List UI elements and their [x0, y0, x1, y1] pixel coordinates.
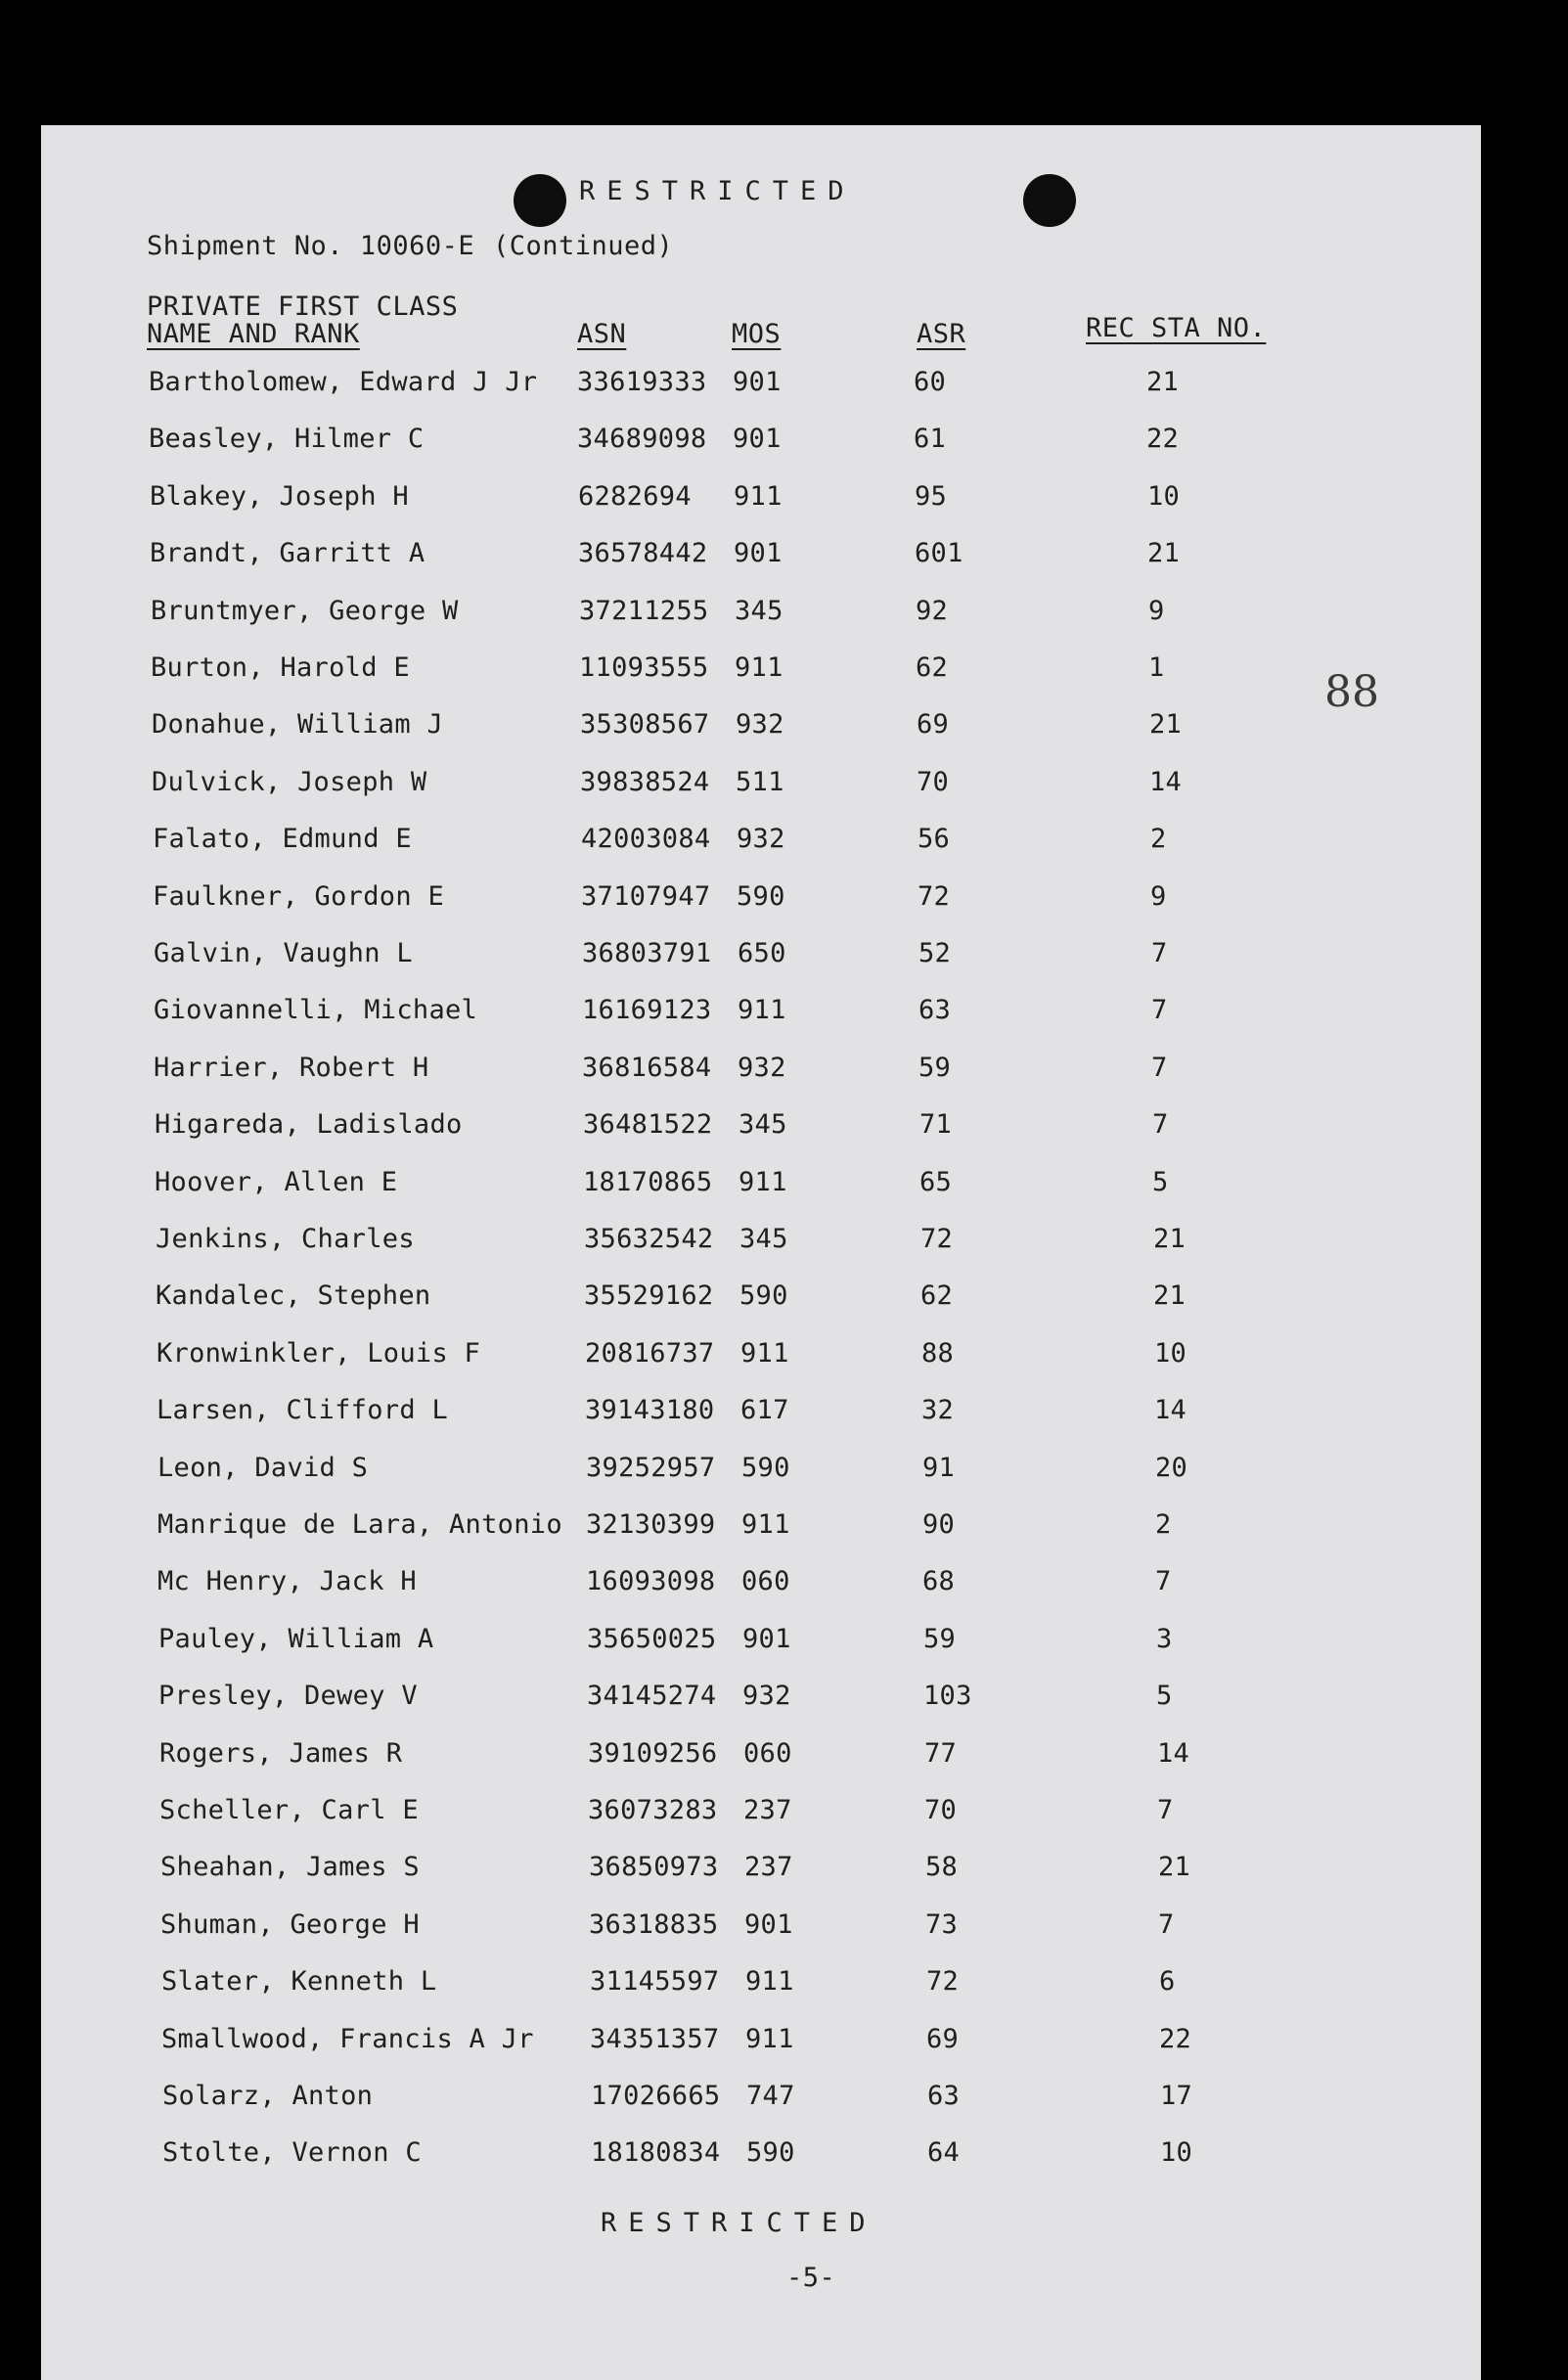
cell-name: Donahue, William J	[152, 709, 443, 741]
cell-name: Hoover, Allen E	[155, 1166, 398, 1197]
table-row	[41, 596, 1481, 633]
table-row	[41, 538, 1481, 575]
cell-asn: 35308567	[580, 709, 710, 741]
cell-asr: 72	[920, 1224, 954, 1254]
cell-rec: 10	[1147, 480, 1181, 512]
table-row	[41, 1167, 1481, 1204]
cell-mos: 747	[746, 2081, 795, 2111]
cell-asn: 36850973	[589, 1852, 719, 1883]
cell-mos: 932	[736, 709, 784, 741]
cell-rec: 1	[1148, 652, 1165, 683]
cell-asr: 77	[924, 1737, 958, 1769]
cell-name: Kronwinkler, Louis F	[157, 1337, 481, 1369]
cell-name: Blakey, Joseph H	[150, 480, 409, 512]
cell-asn: 35632542	[584, 1224, 714, 1254]
cell-mos: 901	[744, 1908, 793, 1940]
table-row	[41, 1224, 1481, 1261]
cell-name: Leon, David S	[157, 1452, 369, 1483]
table-row	[41, 938, 1481, 975]
table-row	[41, 995, 1481, 1032]
cell-asr: 69	[926, 2023, 960, 2054]
table-row	[41, 481, 1481, 518]
cell-asn: 36481522	[583, 1109, 713, 1141]
cell-mos: 901	[733, 367, 782, 397]
column-header-mos: MOS	[732, 319, 782, 349]
cell-mos: 617	[740, 1395, 789, 1426]
cell-rec: 7	[1157, 1795, 1174, 1825]
cell-name: Slater, Kenneth L	[161, 1966, 437, 1998]
table-row	[41, 1509, 1481, 1547]
table-row	[41, 1395, 1481, 1432]
cell-rec: 14	[1157, 1737, 1190, 1769]
cell-mos: 932	[742, 1681, 791, 1712]
cell-asn: 6282694	[578, 480, 692, 512]
column-header-name: NAME AND RANK	[147, 319, 360, 349]
cell-asr: 61	[914, 424, 947, 455]
cell-asn: 16093098	[586, 1566, 716, 1597]
shipment-line: Shipment No. 10060-E	[147, 231, 475, 261]
column-header-asr: ASR	[917, 319, 966, 349]
cell-asr: 88	[921, 1337, 955, 1369]
table-row	[41, 2137, 1481, 2175]
cell-asr: 62	[920, 1280, 954, 1312]
cell-rec: 10	[1160, 2137, 1193, 2169]
cell-mos: 932	[737, 824, 785, 855]
cell-mos: 590	[741, 1452, 790, 1483]
cell-name: Bruntmyer, George W	[151, 595, 459, 626]
cell-name: Presley, Dewey V	[158, 1681, 418, 1712]
cell-asn: 36073283	[588, 1795, 718, 1825]
cell-mos: 911	[735, 652, 784, 683]
cell-name: Brandt, Garritt A	[150, 538, 426, 569]
cell-mos: 650	[738, 938, 786, 968]
table-row	[41, 652, 1481, 690]
column-header-rec-sta: REC STA NO.	[1086, 313, 1267, 343]
section-title: PRIVATE FIRST CLASS	[147, 292, 459, 322]
cell-asn: 18180834	[591, 2137, 721, 2169]
cell-mos: 901	[734, 538, 783, 569]
cell-asr: 60	[914, 367, 947, 397]
cell-asr: 91	[922, 1452, 956, 1483]
cell-mos: 901	[733, 424, 782, 455]
cell-asn: 39109256	[588, 1737, 718, 1769]
table-row	[41, 1681, 1481, 1718]
cell-mos: 345	[739, 1109, 787, 1141]
cell-rec: 7	[1158, 1908, 1175, 1940]
cell-mos: 511	[736, 766, 784, 797]
cell-rec: 14	[1154, 1395, 1187, 1426]
table-row	[41, 1909, 1481, 1947]
cell-asr: 62	[916, 652, 949, 683]
continued-label: (Continued)	[493, 231, 674, 261]
table-row	[41, 1966, 1481, 2003]
cell-mos: 060	[743, 1737, 792, 1769]
cell-rec: 2	[1150, 824, 1167, 855]
table-row	[41, 1795, 1481, 1832]
cell-rec: 21	[1158, 1852, 1191, 1883]
table-row	[41, 1566, 1481, 1603]
cell-asr: 90	[922, 1509, 956, 1540]
cell-name: Jenkins, Charles	[156, 1224, 415, 1254]
table-row	[41, 1852, 1481, 1889]
cell-rec: 20	[1155, 1452, 1188, 1483]
cell-asn: 35650025	[587, 1623, 717, 1654]
cell-asr: 63	[918, 995, 952, 1026]
cell-name: Giovannelli, Michael	[154, 995, 478, 1026]
cell-asr: 68	[922, 1566, 956, 1597]
cell-asr: 72	[918, 880, 951, 912]
table-row	[41, 1109, 1481, 1146]
cell-mos: 911	[745, 1966, 794, 1998]
cell-rec: 3	[1156, 1623, 1173, 1654]
cell-asr: 92	[916, 595, 949, 626]
cell-asr: 58	[925, 1852, 959, 1883]
cell-name: Faulkner, Gordon E	[153, 880, 444, 912]
table-row	[41, 1453, 1481, 1490]
cell-mos: 911	[741, 1509, 790, 1540]
cell-asn: 37107947	[581, 880, 711, 912]
cell-mos: 932	[738, 1052, 786, 1083]
cell-mos: 345	[735, 595, 784, 626]
cell-asr: 71	[919, 1109, 953, 1141]
table-row	[41, 2024, 1481, 2061]
cell-mos: 911	[739, 1166, 787, 1197]
cell-rec: 7	[1152, 1109, 1169, 1141]
cell-rec: 9	[1148, 595, 1165, 626]
cell-name: Rogers, James R	[159, 1737, 403, 1769]
cell-asn: 36318835	[589, 1908, 719, 1940]
cell-name: Manrique de Lara, Antonio	[157, 1509, 562, 1540]
cell-asn: 18170865	[583, 1166, 713, 1197]
cell-asn: 17026665	[591, 2081, 721, 2111]
cell-name: Mc Henry, Jack H	[157, 1566, 417, 1597]
cell-rec: 21	[1149, 709, 1183, 741]
cell-name: Bartholomew, Edward J Jr	[149, 367, 538, 397]
cell-asr: 63	[927, 2081, 961, 2111]
cell-asr: 103	[923, 1681, 972, 1712]
cell-rec: 7	[1151, 995, 1168, 1026]
cell-asn: 31145597	[590, 1966, 720, 1998]
cell-asr: 56	[918, 824, 951, 855]
cell-asr: 52	[918, 938, 952, 968]
cell-mos: 911	[745, 2023, 794, 2054]
cell-rec: 17	[1160, 2081, 1193, 2111]
column-header-asn: ASN	[577, 319, 627, 349]
cell-asr: 95	[915, 480, 948, 512]
cell-asn: 35529162	[584, 1280, 714, 1312]
table-row	[41, 709, 1481, 746]
cell-name: Solarz, Anton	[162, 2081, 374, 2111]
cell-name: Galvin, Vaughn L	[154, 938, 413, 968]
cell-asn: 36803791	[582, 938, 712, 968]
table-row	[41, 424, 1481, 461]
cell-rec: 21	[1146, 367, 1180, 397]
cell-mos: 590	[746, 2137, 795, 2169]
cell-asr: 65	[919, 1166, 953, 1197]
cell-rec: 7	[1151, 938, 1168, 968]
cell-asn: 20816737	[585, 1337, 715, 1369]
table-row	[41, 1338, 1481, 1375]
cell-rec: 22	[1146, 424, 1180, 455]
table-row	[41, 1738, 1481, 1775]
margin-sheet-number: 88	[1324, 667, 1379, 717]
cell-mos: 901	[742, 1623, 791, 1654]
cell-rec: 5	[1152, 1166, 1169, 1197]
table-row	[41, 2081, 1481, 2118]
cell-asn: 42003084	[581, 824, 711, 855]
cell-name: Kandalec, Stephen	[156, 1280, 431, 1312]
cell-rec: 10	[1154, 1337, 1187, 1369]
cell-mos: 911	[734, 480, 783, 512]
restricted-footer: RESTRICTED	[601, 2208, 877, 2238]
cell-asn: 33619333	[577, 367, 707, 397]
cell-rec: 5	[1156, 1681, 1173, 1712]
cell-name: Sheahan, James S	[160, 1852, 420, 1883]
cell-rec: 6	[1159, 1966, 1176, 1998]
cell-asn: 34145274	[587, 1681, 717, 1712]
cell-mos: 590	[737, 880, 785, 912]
cell-name: Higareda, Ladislado	[155, 1109, 463, 1141]
table-row	[41, 767, 1481, 804]
cell-rec: 21	[1147, 538, 1181, 569]
table-row	[41, 881, 1481, 919]
cell-asn: 32130399	[586, 1509, 716, 1540]
cell-asn: 34689098	[577, 424, 707, 455]
cell-asn: 36578442	[578, 538, 708, 569]
cell-rec: 9	[1150, 880, 1167, 912]
cell-mos: 345	[739, 1224, 788, 1254]
cell-mos: 911	[740, 1337, 789, 1369]
table-row	[41, 367, 1481, 404]
cell-name: Harrier, Robert H	[154, 1052, 429, 1083]
cell-asr: 72	[926, 1966, 960, 1998]
cell-asn: 11093555	[579, 652, 709, 683]
cell-asn: 39143180	[585, 1395, 715, 1426]
table-row	[41, 1624, 1481, 1661]
cell-asr: 601	[915, 538, 963, 569]
cell-asr: 73	[925, 1908, 959, 1940]
table-row	[41, 1053, 1481, 1090]
cell-rec: 21	[1153, 1224, 1187, 1254]
cell-mos: 060	[741, 1566, 790, 1597]
cell-name: Pauley, William A	[158, 1623, 434, 1654]
cell-name: Stolte, Vernon C	[162, 2137, 422, 2169]
cell-asn: 39252957	[586, 1452, 716, 1483]
cell-name: Smallwood, Francis A Jr	[161, 2023, 534, 2054]
cell-asr: 70	[924, 1795, 958, 1825]
document-page	[41, 125, 1481, 2380]
cell-rec: 7	[1151, 1052, 1168, 1083]
cell-name: Beasley, Hilmer C	[149, 424, 425, 455]
cell-asn: 37211255	[579, 595, 709, 626]
cell-asn: 36816584	[582, 1052, 712, 1083]
table-row	[41, 824, 1481, 861]
punch-hole-right	[1023, 174, 1076, 227]
cell-asr: 70	[917, 766, 950, 797]
cell-asr: 59	[923, 1623, 957, 1654]
punch-hole-left	[514, 174, 566, 227]
cell-asr: 69	[917, 709, 950, 741]
cell-rec: 21	[1153, 1280, 1187, 1312]
cell-name: Burton, Harold E	[151, 652, 410, 683]
cell-mos: 237	[744, 1852, 793, 1883]
cell-mos: 237	[743, 1795, 792, 1825]
cell-name: Shuman, George H	[160, 1908, 420, 1940]
cell-mos: 911	[738, 995, 786, 1026]
cell-name: Falato, Edmund E	[153, 824, 412, 855]
cell-name: Scheller, Carl E	[159, 1795, 419, 1825]
cell-name: Larsen, Clifford L	[157, 1395, 448, 1426]
table-row	[41, 1280, 1481, 1318]
page-number: -5-	[786, 2263, 836, 2293]
cell-asn: 34351357	[590, 2023, 720, 2054]
cell-asn: 39838524	[580, 766, 710, 797]
cell-asr: 64	[927, 2137, 961, 2169]
cell-rec: 22	[1159, 2023, 1192, 2054]
cell-asr: 59	[918, 1052, 952, 1083]
cell-mos: 590	[739, 1280, 788, 1312]
cell-asr: 32	[921, 1395, 955, 1426]
cell-asn: 16169123	[582, 995, 712, 1026]
restricted-header: RESTRICTED	[579, 176, 856, 206]
cell-rec: 14	[1149, 766, 1183, 797]
cell-name: Dulvick, Joseph W	[152, 766, 427, 797]
cell-rec: 2	[1155, 1509, 1172, 1540]
cell-rec: 7	[1155, 1566, 1172, 1597]
